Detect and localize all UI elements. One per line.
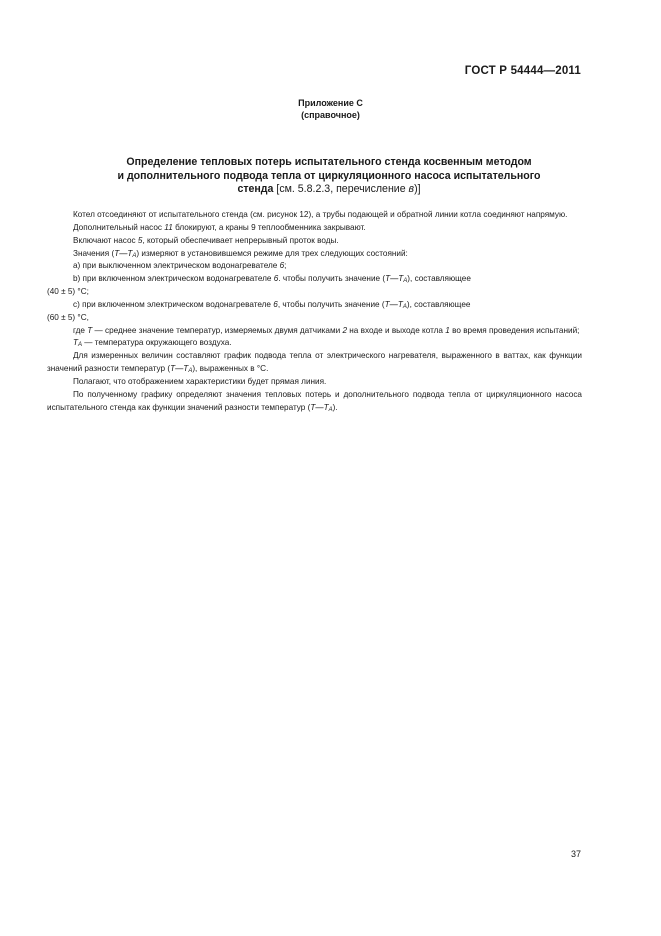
paragraph-6-cont: (40 ± 5) °C;	[47, 287, 89, 297]
page-number: 37	[570, 849, 581, 859]
annex-heading	[0, 97, 661, 121]
paragraph-3: Включают насос 5, который обеспечивает непрерывный проток воды.	[73, 235, 339, 245]
paragraph-7: с) при включенном электрическом водонагревателе 6, чтобы получить значение $(T—T_A)$, составляющее	[73, 299, 471, 310]
paragraph-1: Котел отсоединяют от испытательного стенда (см. рисунок 12), а трубы подающей и обратной линии котла соединяют напрямую.	[73, 210, 568, 219]
annex-label: Приложение С	[298, 98, 363, 108]
paragraph-12: По полученному графику определяют значения тепловых потерь и дополнительного подвода тепла от циркуляционного насоса испытательного стенда как функции значений разности температур $(T—T_A)$.	[47, 389, 582, 413]
paragraph-2: Дополнительный насос 11 блокируют, а краны 9 теплообменника закрывают.	[73, 222, 366, 232]
title-line-2: и дополнительного подвода тепла от циркуляционного насоса испытательного	[117, 169, 541, 182]
standard-number: ГОСТ Р 54444—2011	[464, 65, 581, 77]
paragraph-10: Для измеренных величин составляют график подвода тепла от электрического нагревателя, выраженного в ваттах, как функции значений разности температур $(T—T_A)$, выраженных в °С.	[47, 351, 582, 375]
paragraph-8: где T — среднее значение температур, измеряемых двумя датчиками 2 на входе и выходе котла 1 во время проведения испытаний;	[73, 325, 580, 335]
title-line-3	[70, 183, 588, 197]
paragraph-4: Значения $(T—T_A)$ измеряют в установившемся режиме для трех следующих состояний:	[73, 248, 408, 259]
body-text	[47, 209, 582, 415]
title-line-3-bold: стенда	[237, 183, 274, 195]
title-line-1: Определение тепловых потерь испытательного стенда косвенным методом	[126, 156, 532, 168]
paragraph-9: $T_A$ — температура окружающего воздуха.	[73, 338, 232, 349]
paragraph-5: а) при выключенном электрическом водонагревателе 6;	[73, 261, 287, 271]
paragraph-6: b) при включенном электрическом водонагревателе 6. чтобы получить значение $(T—T_A)$, составляющее	[73, 274, 471, 285]
annex-type: (справочное)	[301, 110, 360, 120]
title-reference: [см. 5.8.2.3, перечисление в)]	[273, 183, 421, 195]
paragraph-11: Полагают, что отображением характеристики будет прямая линия.	[73, 376, 327, 386]
paragraph-7-cont: (60 ± 5) °C,	[47, 312, 89, 322]
annex-title	[70, 156, 588, 197]
